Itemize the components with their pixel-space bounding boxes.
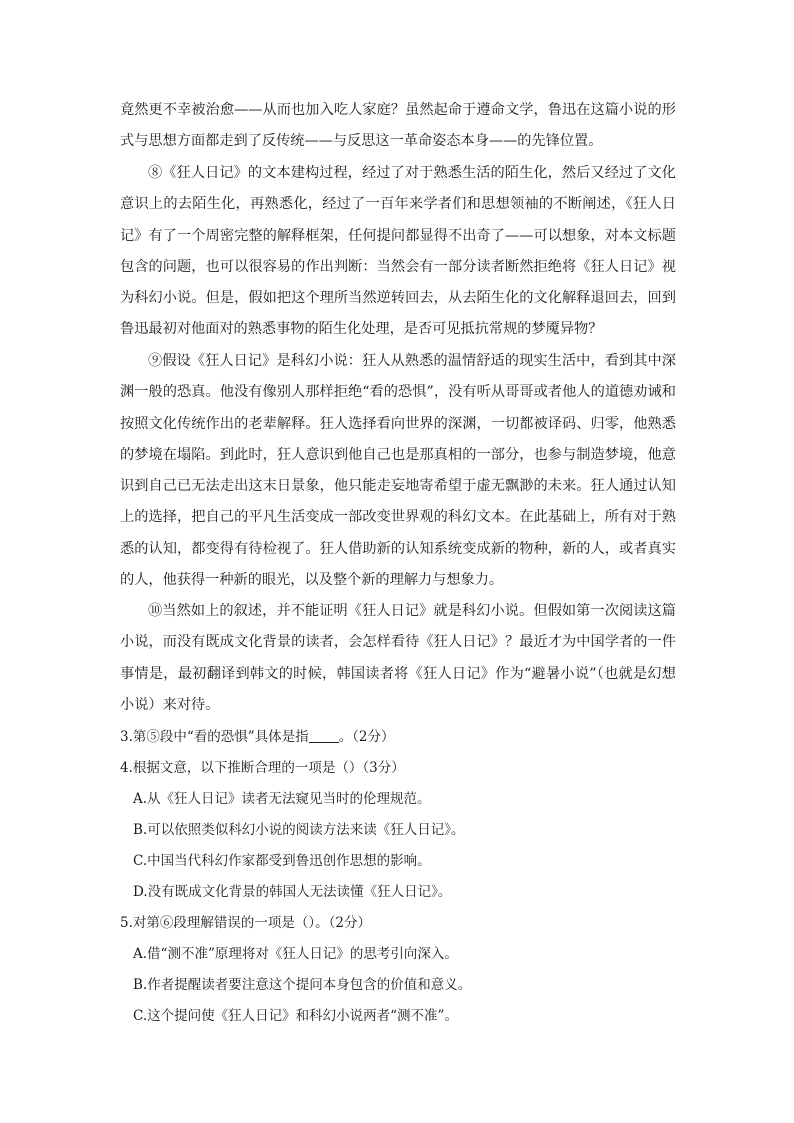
question-3-prefix: 3.第⑤段中“看的恐惧”具体是指 xyxy=(120,729,309,745)
answer-blank[interactable] xyxy=(309,728,339,743)
question-3-suffix: 。（2分） xyxy=(338,729,395,745)
paragraph-9: ⑨假设《狂人日记》是科幻小说：狂人从熟悉的温情舒适的现实生活中，看到其中深渊一般的恐真。他没有像别人那样拒绝“看的恐惧”，没有听从哥哥或者他人的道德劝诫和按照文化传统作出的老辈解释。狂人选择看向世界的深渊，一切都被译码、归零，他熟悉的梦境在塌陷。到此时，狂人意识到他自己也是那真相的一部分，也参与制造梦境，他意识到自己已无法走出这末日景象，他只能走妄地寄希望于虚无飘渺的未来。狂人通过认知上的选择，把自己的平凡生活变成一部改变世界观的科幻文本。在此基础上，所有对于熟悉的认知，都变得有待检视了。狂人借助新的认知系统变成新的物种，新的人，或者真实的人，他获得一种新的眼光，以及整个新的理解力与想象力。 xyxy=(120,353,676,589)
question-3 xyxy=(120,727,680,747)
question-5-option-b: B.作者提醒读者要注意这个提问本身包含的价值和意义。 xyxy=(133,977,472,993)
paragraph-continued: 竟然更不幸被治愈——从而也加入吃人家庭？虽然起命于遵命文学，鲁迅在这篇小说的形式与思想方面都走到了反传统——与反思这一革命姿态本身——的先锋位置。 xyxy=(120,102,676,150)
question-5-stem: 5.对第⑥段理解错误的一项是（）。（2分） xyxy=(120,915,371,931)
paragraph-10: ⑩当然如上的叙述，并不能证明《狂人日记》就是科幻小说。但假如第一次阅读这篇小说，而没有既成文化背景的读者，会怎样看待《狂人日记》？最近才为中国学者的一件事情是，最初翻译到韩文的时候，韩国读者将《狂人日记》作为“避暑小说”（也就是幻想小说）来对待。 xyxy=(120,603,676,713)
question-4-stem: 4.根据文意，以下推断合理的一项是（）（3分） xyxy=(120,760,405,776)
paragraph-8: ⑧《狂人日记》的文本建构过程，经过了对于熟悉生活的陌生化，然后又经过了文化意识上的去陌生化，再熟悉化，经过了一百年来学者们和思想领袖的不断阐述，《狂人日记》有了一个周密完整的解释框架，任何提问都显得不出奇了——可以想象，对本文标题包含的问题，也可以很容易的作出判断：当然会有一部分读者断然拒绝将《狂人日记》视为科幻小说。但是，假如把这个理所当然逆转回去，从去陌生化的文化解释退回去，回到鲁迅最初对他面对的熟悉事物的陌生化处理，是否可见抵抗常规的梦魇异物？ xyxy=(120,165,676,338)
question-4-option-b: B.可以依照类似科幻小说的阅读方法来读《狂人日记》。 xyxy=(133,822,465,838)
question-4-option-c: C.中国当代科幻作家都受到鲁迅创作思想的影响。 xyxy=(133,853,431,869)
question-5-option-a: A.借“测不准”原理将对《狂人日记》的思考引向深入。 xyxy=(133,946,458,962)
question-4-option-d: D.没有既成文化背景的韩国人无法读懂《狂人日记》。 xyxy=(133,884,452,900)
question-5-option-c: C.这个提问使《狂人日记》和科幻小说两者“测不准”。 xyxy=(133,1008,458,1024)
question-4-option-a: A.从《狂人日记》读者无法窥见当时的伦理规范。 xyxy=(133,791,431,807)
